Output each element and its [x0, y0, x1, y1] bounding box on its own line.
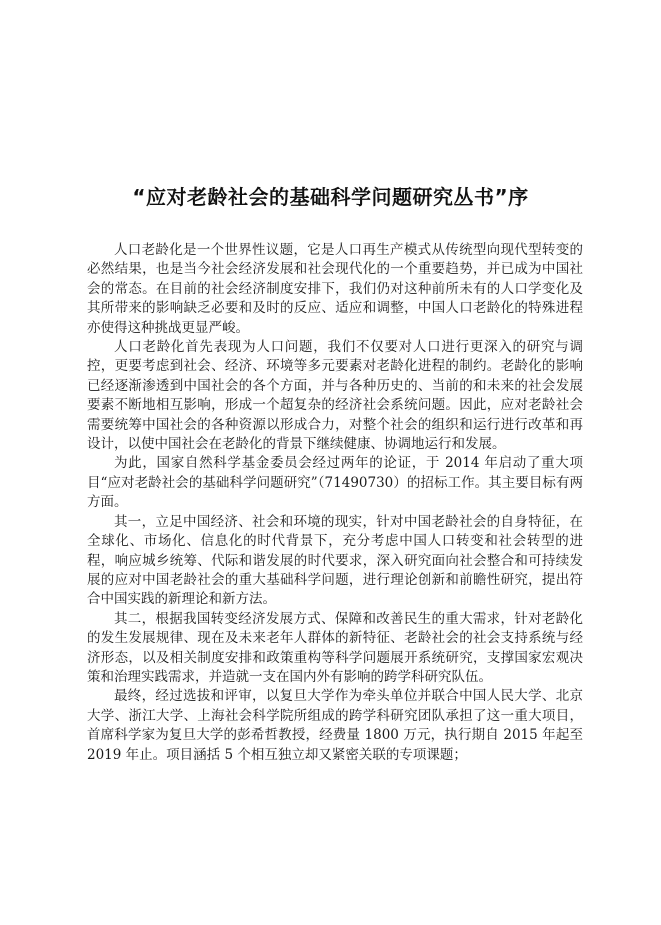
paragraph-4: 其一，立足中国经济、社会和环境的现实，针对中国老龄社会的自身特征，在全球化、市场化、信息化的时代背景下，充分考虑中国人口转变和社会转型的进程，响应城乡统筹、代际和谐发展的时代要求，深入研究面向社会整合和可持续发展的应对中国老龄社会的重大基础科学问题，进行理论创新和前瞻性研究，提出符合中国实践的新理论和新方法。	[87, 513, 583, 608]
paragraph-5: 其二，根据我国转变经济发展方式、保障和改善民生的重大需求，针对老龄化的发生发展规律、现在及未来老年人群体的新特征、老龄社会的社会支持系统与经济形态，以及相关制度安排和政策重构等科学问题展开系统研究，支撑国家宏观决策和治理实践需求，并造就一支在国内外有影响的跨学科研究队伍。	[87, 610, 583, 685]
paragraph-6: 最终，经过选拔和评审，以复旦大学作为牵头单位并联合中国人民大学、北京大学、浙江大学、上海社会科学院所组成的跨学科研究团队承担了这一重大项目，首席科学家为复旦大学的彭希哲教授，经费量 1800 万元，执行期自 2015 年起至 2019 年止。项目涵括 5 个相互独立却又紧密关联的专项课题；	[87, 688, 583, 763]
page-title: “应对老龄社会的基础科学问题研究丛书”序	[132, 185, 529, 209]
paragraph-1: 人口老龄化是一个世界性议题，它是人口再生产模式从传统型向现代型转变的必然结果，也是当今社会经济发展和社会现代化的一个重要趋势，并已成为中国社会的常态。在目前的社会经济制度安排下，我们仍对这种前所未有的人口学变化及其所带来的影响缺乏必要和及时的反应、适应和调整，中国人口老龄化的特殊进程亦使得这种挑战更显严峻。	[87, 242, 583, 336]
preface-body	[87, 241, 583, 765]
paragraph-3: 为此，国家自然科学基金委员会经过两年的论证，于 2014 年启动了重大项目“应对老龄社会的基础科学问题研究”（71490730）的招标工作。其主要目标有两方面。	[87, 455, 583, 511]
paragraph-2: 人口老龄化首先表现为人口问题，我们不仅要对人口进行更深入的研究与调控，更要考虑到社会、经济、环境等多元要素对老龄化进程的制约。老龄化的影响已经逐渐渗透到中国社会的各个方面，并与各种历史的、当前的和未来的社会发展要素不断地相互影响，形成一个超复杂的经济社会系统问题。因此，应对老龄社会需要统筹中国社会的各种资源以形成合力，对整个社会的组织和运行进行改革和再设计，以使中国社会在老龄化的背景下继续健康、协调地运行和发展。	[87, 339, 583, 453]
